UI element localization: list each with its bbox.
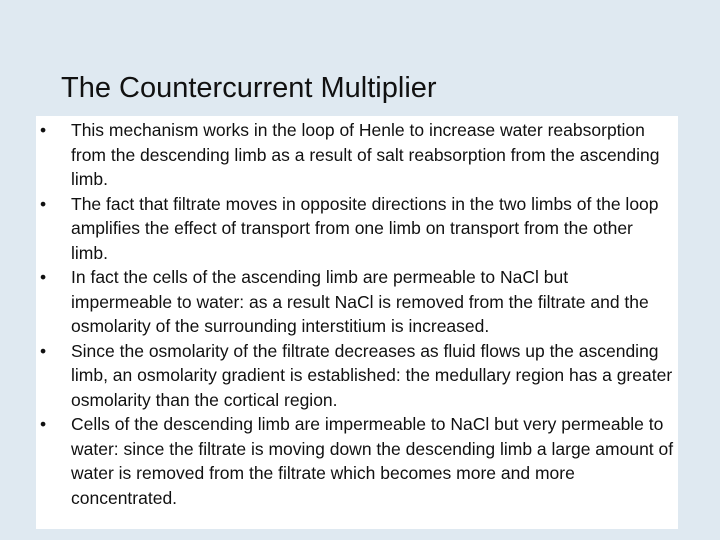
- bullet-item: [36, 412, 674, 510]
- bullet-text: In fact the cells of the ascending limb are permeable to NaCl but impermeable to water: as a result NaCl is removed from the filtrate and the osmolarity of the surrounding interstitium is increased.: [71, 267, 649, 336]
- slide-title: The Countercurrent Multiplier: [61, 72, 437, 104]
- bullet-list: [36, 118, 674, 510]
- bullet-item: [36, 192, 674, 266]
- bullet-marker: •: [40, 193, 47, 214]
- bullet-marker: •: [40, 414, 47, 434]
- bullet-item: [36, 265, 674, 339]
- bullet-marker: •: [40, 267, 47, 287]
- bullet-item: [36, 118, 674, 192]
- bullet-marker: •: [40, 340, 47, 361]
- bullet-text: The fact that filtrate moves in opposite directions in the two limbs of the loop amplifies the effect of transport from one limb on transport from the other limb.: [71, 193, 659, 263]
- bullet-text: This mechanism works in the loop of Henle to increase water reabsorption from the descending limb as a result of salt reabsorption from the ascending limb.: [71, 120, 660, 189]
- bullet-text: Cells of the descending limb are impermeable to NaCl but very permeable to water: since the filtrate is moving down the descending limb a large amount of water is removed from the filtrate which becomes more and more concentrated.: [71, 414, 674, 508]
- bullet-text: Since the osmolarity of the filtrate decreases as fluid flows up the ascending limb, an osmolarity gradient is established: the medullary region has a greater osmolarity than the cortical region.: [71, 340, 673, 410]
- bullet-item: [36, 339, 674, 413]
- content-box: [36, 116, 678, 529]
- bullet-marker: •: [40, 120, 47, 140]
